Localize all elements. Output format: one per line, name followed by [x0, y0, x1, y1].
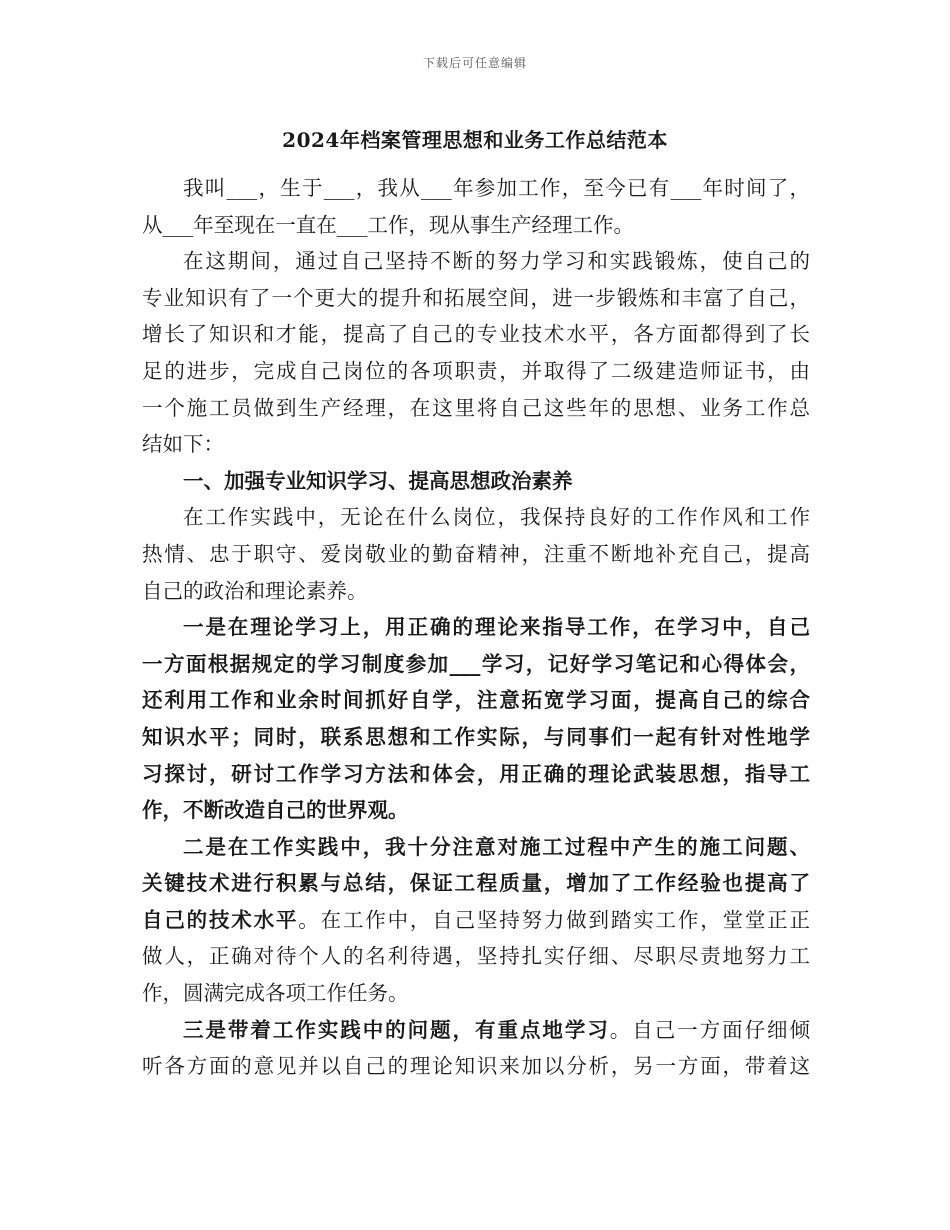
text-segment: 在工作实践中，无论在什么岗位，我保持良好的工作作风和工作: [183, 505, 810, 530]
text-line: [142, 609, 810, 646]
bold-text-segment: 一、加强专业知识学习、提高思想政治素养: [183, 468, 573, 493]
text-segment: 作，圆满完成各项工作任务。: [142, 981, 409, 1006]
text-segment: 结如下：: [142, 432, 224, 457]
text-line: [142, 1048, 810, 1085]
text-segment: 在这期间，通过自己坚持不断的努力学习和实践锻炼，使自己的: [183, 249, 810, 274]
text-segment: 。自己一方面仔细倾: [609, 1017, 811, 1042]
text-line: [142, 353, 810, 390]
text-line: [142, 719, 810, 756]
bold-text-segment: 一是在理论学习上，用正确的理论来指导工作，在学习中，自己: [183, 615, 810, 640]
text-line: [142, 390, 810, 427]
bold-text-segment: 二是在工作实践中，我十分注意对施工过程中产生的施工问题、: [183, 834, 810, 859]
text-segment: 专业知识有了一个更大的提升和拓展空间，进一步锻炼和丰富了自己，: [142, 285, 810, 310]
text-line: [142, 792, 810, 829]
text-line: [142, 902, 810, 939]
text-line: [142, 938, 810, 975]
text-segment: 。在工作中，自己坚持努力做到踏实工作，堂堂正正: [298, 907, 811, 932]
bold-text-segment: 关键技术进行积累与总结，保证工程质量，增加了工作经验也提高了: [142, 871, 810, 896]
text-line: [142, 682, 810, 719]
text-segment: 足的进步，完成自己岗位的各项职责，并取得了二级建造师证书，由: [142, 358, 810, 383]
text-segment: 自己的政治和理论素养。: [142, 578, 368, 603]
text-line: [142, 573, 810, 610]
text-line: [142, 499, 810, 536]
text-line: [142, 463, 810, 500]
text-line: [142, 207, 810, 244]
text-segment: 从___年至现在一直在___工作，现从事生产经理工作。: [142, 212, 634, 237]
text-line: [142, 1012, 810, 1049]
bold-text-segment: 还利用工作和业余时间抓好自学，注意拓宽学习面，提高自己的综合: [142, 688, 810, 713]
text-segment: 做人，正确对待个人的名利待遇，坚持扎实仔细、尽职尽责地努力工: [142, 944, 810, 969]
text-line: [142, 865, 810, 902]
text-line: [142, 646, 810, 683]
document-body: [142, 170, 810, 1085]
text-line: [142, 829, 810, 866]
text-line: [142, 536, 810, 573]
text-segment: 我叫___，生于___，我从___年参加工作，至今已有___年时间了，: [183, 176, 810, 200]
text-segment: 热情、忠于职守、爱岗敬业的勤奋精神，注重不断地补充自己，提高: [142, 541, 810, 566]
document-title: 2024年档案管理思想和业务工作总结范本: [282, 128, 668, 152]
text-segment: 听各方面的意见并以自己的理论知识来加以分析，另一方面，带着这: [142, 1054, 810, 1079]
bold-text-segment: 知识水平；同时，联系思想和工作实际，与同事们一起有针对性地学: [142, 724, 810, 749]
text-segment: 一个施工员做到生产经理，在这里将自己这些年的思想、业务工作总: [142, 395, 810, 420]
text-line: [142, 316, 810, 353]
bold-text-segment: 一方面根据规定的学习制度参加___学习，记好学习笔记和心得体会，: [142, 651, 810, 676]
text-line: [142, 756, 810, 793]
text-line: [142, 975, 810, 1012]
bold-text-segment: 三是带着工作实践中的问题，有重点地学习: [183, 1017, 610, 1042]
bold-text-segment: 自己的技术水平: [142, 907, 299, 932]
bold-text-segment: 作，不断改造自己的世界观。: [142, 798, 409, 823]
text-line: [142, 426, 810, 463]
header-note: 下载后可任意编辑: [422, 56, 527, 70]
text-line: [142, 243, 810, 280]
bold-text-segment: 习探讨，研讨工作学习方法和体会，用正确的理论武装思想，指导工: [142, 761, 810, 786]
text-line: [142, 280, 810, 317]
text-line: [142, 170, 810, 207]
text-segment: 增长了知识和才能，提高了自己的专业技术水平，各方面都得到了长: [142, 322, 810, 347]
